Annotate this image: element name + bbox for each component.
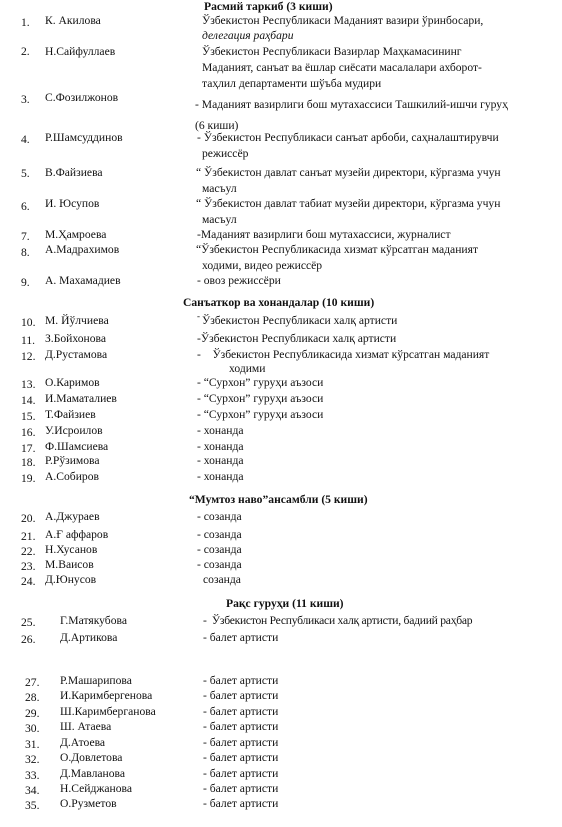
row-number: 18.	[21, 456, 36, 469]
person-role: - балет артисти	[203, 782, 279, 795]
row-number: 13.	[21, 378, 36, 391]
person-name: В.Файзиева	[45, 166, 103, 179]
person-name: И.Маматалиев	[45, 392, 117, 405]
person-role-continued: Маданият, санъат ва ёшлар сиёсати масалалари ахборот-	[202, 61, 482, 74]
row-number: 27.	[25, 676, 40, 689]
person-name: Н.Сайфуллаев	[45, 45, 116, 58]
person-name: Ш. Атаева	[60, 720, 112, 733]
person-role: - балет артисти	[203, 705, 279, 718]
person-role-continued: режиссёр	[202, 147, 249, 160]
row-number: 31.	[25, 738, 40, 751]
row-number: 34.	[25, 784, 40, 797]
person-role: “ Ўзбекистон давлат санъат музейи директори, кўргазма учун	[196, 166, 501, 179]
person-role: “Ўзбекистон Республикасида хизмат кўрсатган маданият	[196, 243, 479, 256]
row-number: 1.	[21, 16, 30, 29]
section-heading-mumtoz: “Мумтоз наво”ансамбли (5 киши)	[189, 493, 368, 506]
person-name: О.Каримов	[45, 376, 100, 389]
person-name: О.Рузметов	[60, 797, 117, 810]
person-role: - Маданият вазирлиги бош мутахассиси Ташкилий-ишчи гуруҳ	[195, 98, 508, 111]
person-name: Ш.Каримберганова	[60, 705, 156, 718]
person-role: - Ўзбекистон Республикаси санъат арбоби, саҳналаштирувчи	[197, 131, 499, 144]
person-name: К. Акилова	[45, 14, 101, 27]
row-number: 4.	[21, 133, 30, 146]
section-heading-dance: Рақс гуруҳи (11 киши)	[226, 597, 344, 610]
person-role: - хонанда	[197, 424, 244, 437]
person-name: Д.Мавланова	[60, 767, 125, 780]
row-number: 25.	[21, 616, 36, 629]
person-name: У.Исроилов	[45, 424, 103, 437]
row-number: 21.	[21, 530, 36, 543]
person-role-continued: ходими	[229, 362, 266, 375]
row-number: 19.	[21, 472, 36, 485]
person-role: Ўзбекистон Республикаси Вазирлар Маҳкамасининг	[202, 45, 462, 58]
person-name: Д.Юнусов	[45, 573, 97, 586]
person-role: - балет артисти	[203, 797, 279, 810]
row-number: 35.	[25, 799, 40, 812]
person-name: Д.Рустамова	[45, 348, 108, 361]
person-role: - балет артисти	[203, 631, 279, 644]
row-number: 23.	[21, 560, 36, 573]
row-number: 16.	[21, 426, 36, 439]
subheading-count: (6 киши)	[195, 119, 239, 132]
row-number: 26.	[21, 633, 36, 646]
person-name: М. Йўлчиева	[45, 314, 109, 327]
row-number: 7.	[21, 230, 30, 243]
person-role-continued: ходими, видео режиссёр	[202, 259, 323, 272]
person-role: - “Сурхон” гуруҳи аъзоси	[197, 376, 324, 389]
person-role: - балет артисти	[203, 736, 279, 749]
person-role: - балет артисти	[203, 674, 279, 687]
row-number: 24.	[21, 575, 36, 588]
person-role: - созанда	[197, 558, 242, 571]
row-number: 14.	[21, 394, 36, 407]
row-number: 3.	[21, 93, 30, 106]
person-role-continued: таҳлил департаменти шўъба мудири	[202, 77, 382, 90]
person-role: - созанда	[197, 510, 242, 523]
person-role: - созанда	[197, 543, 242, 556]
person-name: А.Собиров	[45, 470, 99, 483]
person-role-continued: делегация раҳбари	[202, 29, 294, 42]
person-role: - хонанда	[197, 454, 244, 467]
person-role: созанда	[203, 573, 241, 586]
person-name: Д.Атоева	[60, 736, 106, 749]
person-name: О.Довлетова	[60, 751, 123, 764]
person-role-continued: масъул	[202, 182, 237, 195]
person-role: - созанда	[197, 528, 242, 541]
person-role: -Ўзбекистон Республикаси халқ артисти	[197, 332, 397, 345]
person-name: А. Махамадиев	[45, 274, 121, 287]
person-name: Р.Машарипова	[60, 674, 132, 687]
person-name: А.Мадрахимов	[45, 243, 120, 256]
row-number: 15.	[21, 410, 36, 423]
row-number: 8.	[21, 246, 30, 259]
person-role: - балет артисти	[203, 689, 279, 702]
person-role: - хонанда	[197, 470, 244, 483]
person-role: - овоз режиссёри	[197, 274, 281, 287]
person-name: И. Юсупов	[45, 197, 100, 210]
section-heading-official: Расмий таркиб (3 киши)	[204, 0, 333, 13]
person-role: - балет артисти	[203, 751, 279, 764]
person-role: “ Ўзбекистон давлат табиат музейи директори, кўргазма учун	[196, 197, 501, 210]
row-number: 30.	[25, 722, 40, 735]
row-number: 10.	[21, 316, 36, 329]
row-number: 28.	[25, 691, 40, 704]
person-role: - балет артисти	[203, 720, 279, 733]
person-name: М.Ваисов	[45, 558, 94, 571]
person-role: - “Сурхон” гуруҳи аъзоси	[197, 408, 324, 421]
person-role: - “Сурхон” гуруҳи аъзоси	[197, 392, 324, 405]
person-role: Ўзбекистон Республикаси Маданият вазири ўринбосари,	[202, 14, 484, 27]
row-number: 29.	[25, 707, 40, 720]
row-number: 11.	[21, 334, 36, 347]
row-number: 17.	[21, 442, 36, 455]
role-dash: -	[197, 311, 200, 321]
person-role: -Маданият вазирлиги бош мутахассиси, журналист	[197, 228, 451, 241]
row-number: 9.	[21, 276, 30, 289]
row-number: 20.	[21, 512, 36, 525]
row-number: 12.	[21, 350, 36, 363]
person-role-continued: масъул	[202, 213, 237, 226]
person-name: М.Ҳамроева	[45, 228, 107, 241]
person-name: Н.Хусанов	[45, 543, 98, 556]
person-name: И.Каримбергенова	[60, 689, 153, 702]
person-role: - хонанда	[197, 440, 244, 453]
section-heading-artists: Санъаткор ва хонандалар (10 киши)	[183, 296, 375, 309]
person-name: А.Джураев	[45, 510, 100, 523]
row-number: 32.	[25, 753, 40, 766]
person-name: З.Бойхонова	[45, 332, 106, 345]
person-name: Ф.Шамсиева	[45, 440, 109, 453]
person-role: - Ўзбекистон Республикаси халқ артисти, бадиий раҳбар	[203, 614, 473, 627]
person-role: - балет артисти	[203, 767, 279, 780]
person-name: Р.Шамсуддинов	[45, 131, 123, 144]
row-number: 33.	[25, 769, 40, 782]
row-number: 5.	[21, 167, 30, 180]
person-role: - Ўзбекистон Республикасида хизмат кўрсатган маданият	[197, 348, 490, 361]
person-name: Р.Рўзимова	[45, 454, 100, 467]
person-name: А.Ғ аффаров	[45, 528, 109, 541]
person-name: Д.Артикова	[60, 631, 118, 644]
person-name: С.Фозилжонов	[45, 91, 119, 104]
person-name: Г.Матякубова	[60, 614, 127, 627]
person-role: Ўзбекистон Республикаси халқ артисти	[202, 314, 398, 327]
row-number: 6.	[21, 200, 30, 213]
row-number: 22.	[21, 545, 36, 558]
person-name: Н.Сейджанова	[60, 782, 133, 795]
person-name: Т.Файзиев	[45, 408, 96, 421]
row-number: 2.	[21, 45, 30, 58]
